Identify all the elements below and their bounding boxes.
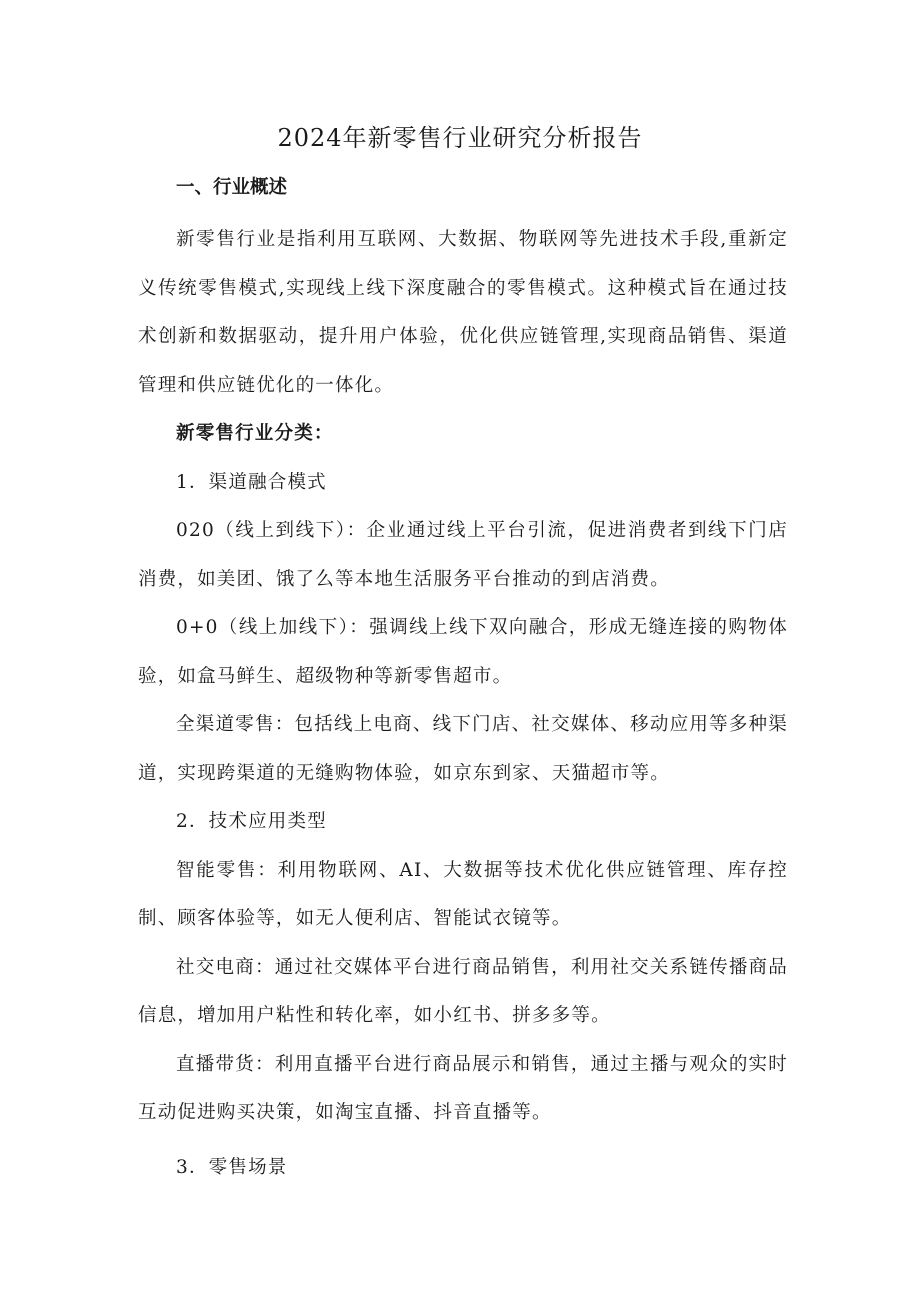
document-body [138, 172, 788, 1192]
classification-label: 新零售行业分类： [176, 423, 334, 444]
category-3-title: 3．零售场景 [176, 1156, 288, 1178]
document-title: 2024年新零售行业研究分析报告 [277, 124, 643, 152]
intro-paragraph: 新零售行业是指利用互联网、大数据、物联网等先进技术手段,重新定义传统零售模式,实现线上线下深度融合的零售模式。这种模式旨在通过技术创新和数据驱动，提升用户体验，优化供应链管理,实现商品销售、渠道管理和供应链优化的一体化。 [138, 229, 788, 396]
category-1-item-o2o: 020（线上到线下）：企业通过线上平台引流，促进消费者到线下门店消费，如美团、饿了么等本地生活服务平台推动的到店消费。 [138, 520, 788, 590]
category-2-item-smart-retail: 智能零售：利用物联网、AI、大数据等技术优化供应链管理、库存控制、顾客体验等，如无人便利店、智能试衣镜等。 [138, 859, 788, 929]
category-1-title: 1．渠道融合模式 [176, 471, 327, 493]
category-1-item-o-plus-o: 0+0（线上加线下）：强调线上线下双向融合，形成无缝连接的购物体验，如盒马鲜生、超级物种等新零售超市。 [138, 617, 788, 687]
category-2-title: 2．技术应用类型 [176, 811, 327, 832]
category-1-item-omnichannel: 全渠道零售：包括线上电商、线下门店、社交媒体、移动应用等多种渠道，实现跨渠道的无缝购物体验，如京东到家、天猫超市等。 [138, 714, 788, 784]
category-2-item-live-streaming: 直播带货：利用直播平台进行商品展示和销售，通过主播与观众的实时互动促进购买决策，如淘宝直播、抖音直播等。 [138, 1053, 788, 1123]
category-2-item-social-commerce: 社交电商：通过社交媒体平台进行商品销售，利用社交关系链传播商品信息，增加用户粘性和转化率，如小红书、拼多多等。 [138, 956, 788, 1026]
section-heading-overview: 一、行业概述 [176, 177, 288, 198]
